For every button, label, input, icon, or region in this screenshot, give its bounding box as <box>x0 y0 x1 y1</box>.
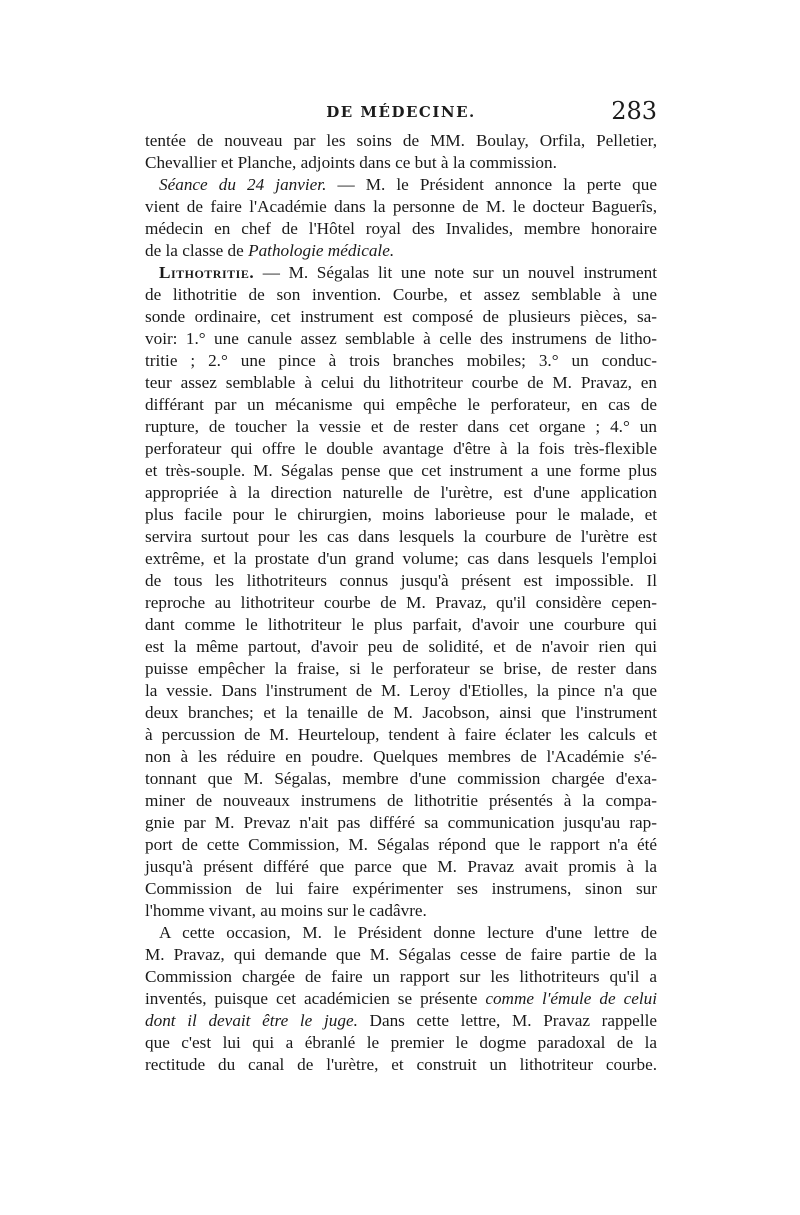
text-line: rectitude du canal de l'urètre, et construit un lithotriteur courbe. <box>145 1055 657 1074</box>
page-number: 283 <box>611 97 657 125</box>
text-line: Séance du 24 janvier. — M. le Président annonce la perte que <box>159 175 658 194</box>
page-header <box>145 97 657 127</box>
text-line: plus facile pour le chirurgien, moins laborieuse pour le malade, et <box>145 505 657 524</box>
text-line: dont il devait être le juge. Dans cette lettre, M. Pravaz rappelle <box>145 1011 657 1030</box>
emphasis-text: comme l'émule de celui <box>485 989 657 1008</box>
text-line: miner de nouveaux instrumens de lithotritie présentés à la compa- <box>145 791 657 810</box>
body-text <box>145 130 657 1076</box>
text-line: rupture, de toucher la vessie et de rester dans cet organe ; 4.° un <box>145 417 657 436</box>
text-line: que c'est lui qui a ébranlé le premier le dogme paradoxal de la <box>145 1033 657 1052</box>
text-line: à percussion de M. Heurteloup, tendent à faire éclater les calculs et <box>145 725 657 744</box>
text-line: Chevallier et Planche, adjoints dans ce but à la commission. <box>145 153 557 172</box>
text-line: et très-souple. M. Ségalas pense que cet instrument a une forme plus <box>145 461 657 480</box>
text-line: extrême, et la prostate d'un grand volume; cas dans lesquels l'emploi <box>145 549 657 568</box>
text-line: sonde ordinaire, cet instrument est composé de plusieurs pièces, sa- <box>145 307 657 326</box>
text-line: est la même partout, d'avoir peu de solidité, et de n'avoir rien qui <box>145 637 657 656</box>
text-line: reproche au lithotriteur courbe de M. Pravaz, qu'il considère cepen- <box>145 593 657 612</box>
text-line: jusqu'à présent différé que parce que M. Pravaz avait promis à la <box>145 857 657 876</box>
section-heading: Lithotritie. <box>159 263 255 282</box>
class-name: Pathologie médicale. <box>248 241 395 260</box>
running-title: DE MÉDECINE. <box>326 103 476 121</box>
session-date: Séance du 24 janvier. <box>159 175 327 194</box>
text-line: inventés, puisque cet académicien se présente comme l'émule de celui <box>145 989 657 1008</box>
text-line: la vessie. Dans l'instrument de M. Leroy d'Etiolles, la pince n'a que <box>145 681 657 700</box>
text-line: puisse empêcher la fraise, si le perforateur se brise, de rester dans <box>145 659 657 678</box>
emphasis-text: dont il devait être le juge. <box>145 1011 358 1030</box>
text-line: médecin en chef de l'Hôtel royal des Invalides, membre honoraire <box>145 219 657 238</box>
text-line: teur assez semblable à celui du lithotriteur courbe de M. Pravaz, en <box>145 373 657 392</box>
text-line: tentée de nouveau par les soins de MM. Boulay, Orfila, Pelletier, <box>145 131 657 150</box>
text-line: de la classe de Pathologie médicale. <box>145 241 395 260</box>
text-line: Commission chargée de faire un rapport sur les lithotriteurs qu'il a <box>145 967 657 986</box>
text-line: M. Pravaz, qui demande que M. Ségalas cesse de faire partie de la <box>145 945 657 964</box>
text-line: dant comme le lithotriteur le plus parfait, d'avoir une courbure qui <box>145 615 657 634</box>
text-line: servira surtout pour les cas dans lesquels la courbure de l'urètre est <box>145 527 657 546</box>
text-line: Lithotritie. — M. Ségalas lit une note sur un nouvel instrument <box>159 263 657 282</box>
text-line: port de cette Commission, M. Ségalas répond que le rapport n'a été <box>145 835 657 854</box>
text-line: perforateur qui offre le double avantage d'être à la fois très-flexible <box>145 439 657 458</box>
text-line: gnie par M. Prevaz n'ait pas différé sa communication jusqu'au rap- <box>145 813 657 832</box>
text-line: différant par un mécanisme qui empêche le perforateur, en cas de <box>145 395 657 414</box>
text-line: tonnant que M. Ségalas, membre d'une commission chargée d'exa- <box>145 769 657 788</box>
text-line: A cette occasion, M. le Président donne lecture d'une lettre de <box>159 923 657 942</box>
text-line: vient de faire l'Académie dans la personne de M. le docteur Baguerîs, <box>145 197 657 216</box>
text-line: tritie ; 2.° une pince à trois branches mobiles; 3.° un conduc- <box>145 351 657 370</box>
text-line: non à les réduire en poudre. Quelques membres de l'Académie s'é- <box>145 747 657 766</box>
text-line: de lithotritie de son invention. Courbe, et assez semblable à une <box>145 285 657 304</box>
text-line: deux branches; et la tenaille de M. Jacobson, ainsi que l'instrument <box>145 703 657 722</box>
text-line: l'homme vivant, au moins sur le cadâvre. <box>145 901 427 920</box>
text-line: Commission de lui faire expérimenter ses instrumens, sinon sur <box>145 879 657 898</box>
text-line: voir: 1.° une canule assez semblable à celle des instrumens de litho- <box>145 329 657 348</box>
text-line: de tous les lithotriteurs connus jusqu'à présent est impossible. Il <box>145 571 657 590</box>
text-line: appropriée à la direction naturelle de l'urètre, est d'une application <box>145 483 657 502</box>
